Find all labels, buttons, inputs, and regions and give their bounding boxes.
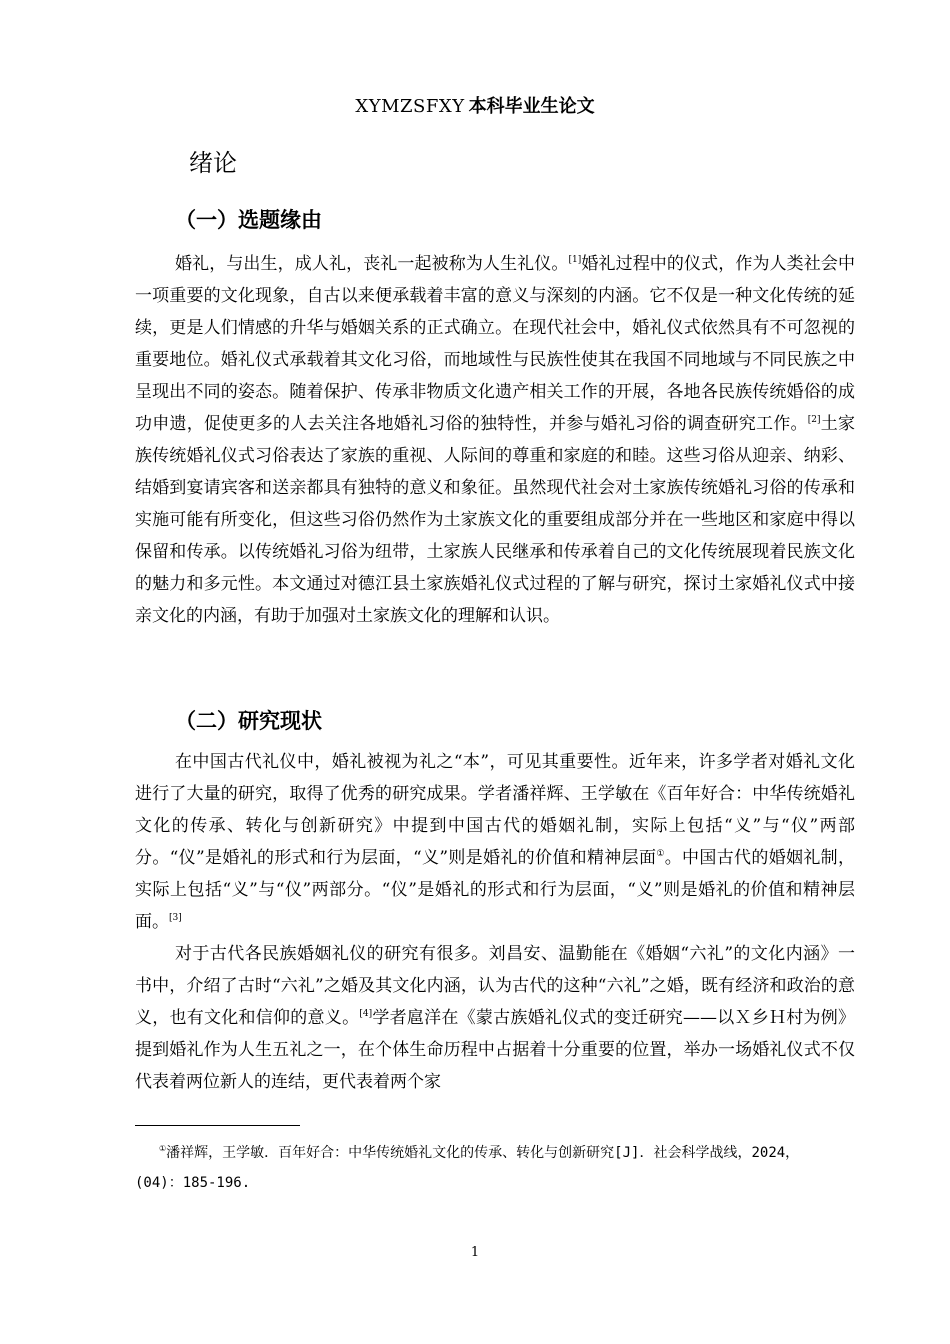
- chapter-title: 绪论: [189, 149, 237, 177]
- body-paragraph: [135, 938, 855, 1098]
- paragraph-text: 婚礼过程中的仪式，作为人类社会中一项重要的文化现象，自古以来便承载着丰富的意义与深刻的内涵。它不仅是一种文化传统的延续，更是人们情感的升华与婚姻关系的正式确立。在现代社会中，婚礼仪式依然具有不可忽视的重要地位。婚礼仪式承载着其文化习俗，而地域性与民族性使其在我国不同地域与不同民族之中呈现出不同的姿态。随着保护、传承非物质文化遗产相关工作的开展，各地各民族传统婚俗的成功申遗，促使更多的人去关注各地婚礼习俗的独特性，并参与婚礼习俗的调查研究工作。: [135, 254, 856, 434]
- section-heading-reason: （一）选题缘由: [175, 208, 322, 232]
- citation-ref: [3]: [169, 913, 182, 923]
- footnote-divider: [135, 1125, 300, 1126]
- page-number: 1: [470, 1245, 480, 1260]
- paragraph-text: 。中国古代的婚姻礼制，实际上包括“义”与“仪”两部分。“仪”是婚礼的形式和行为层面，“义”则是婚礼的价值和精神层面。: [135, 848, 856, 932]
- citation-ref: [1]: [568, 255, 582, 265]
- section-heading-status: （二）研究现状: [175, 709, 322, 733]
- header-code: XYMZSFXY: [355, 96, 465, 117]
- body-paragraph: [135, 746, 855, 938]
- running-header: [0, 94, 950, 120]
- header-label: 本科毕业生论文: [468, 96, 595, 117]
- paragraph-text: 在中国古代礼仪中，婚礼被视为礼之“本”，可见其重要性。近年来，许多学者对婚礼文化进行了大量的研究，取得了优秀的研究成果。学者潘祥辉、王学敏在《百年好合：中华传统婚礼文化的传承、转化与创新研究》中提到中国古代的婚姻礼制，实际上包括“义”与“仪”两部分。“仪”是婚礼的形式和行为层面，“义”则是婚礼的价值和精神层面: [135, 752, 855, 868]
- paragraph-text: 学者扈洋在《蒙古族婚礼仪式的变迁研究——以Ｘ乡Ｈ村为例》提到婚礼作为人生五礼之一，在个体生命历程中占据着十分重要的位置，举办一场婚礼仪式不仅代表着两位新人的连结，更代表着两个家: [135, 1008, 856, 1092]
- footnote-ref: ①: [656, 849, 665, 859]
- footnote: [135, 1138, 835, 1198]
- footnote-text: 潘祥辉，王学敏．百年好合：中华传统婚礼文化的传承、转化与创新研究[J]．社会科学战线，2024，(04)：185-196.: [135, 1145, 800, 1191]
- citation-ref: [4]: [359, 1009, 373, 1019]
- body-paragraph: [135, 248, 855, 632]
- paragraph-text: 土家族传统婚礼仪式习俗表达了家族的重视、人际间的尊重和家庭的和睦。这些习俗从迎亲、纳彩、结婚到宴请宾客和送亲都具有独特的意义和象征。虽然现代社会对土家族传统婚礼习俗的传承和实施可能有所变化，但这些习俗仍然作为土家族文化的重要组成部分并在一些地区和家庭中得以保留和传承。以传统婚礼习俗为纽带，土家族人民继承和传承着自己的文化传统展现着民族文化的魅力和多元性。本文通过对德江县土家族婚礼仪式过程的了解与研究，探讨土家婚礼仪式中接亲文化的内涵，有助于加强对土家族文化的理解和认识。: [135, 414, 855, 626]
- paragraph-text: 对于古代各民族婚姻礼仪的研究有很多。刘昌安、温勤能在《婚姻“六礼”的文化内涵》一书中，介绍了古时“六礼”之婚及其文化内涵，认为古代的这种“六礼”之婚，既有经济和政治的意义，也有文化和信仰的意义。: [135, 944, 855, 1028]
- footnote-mark: ①: [159, 1144, 167, 1153]
- citation-ref: [2]: [807, 415, 821, 425]
- paragraph-text: 婚礼，与出生，成人礼，丧礼一起被称为人生礼仪。: [175, 254, 569, 274]
